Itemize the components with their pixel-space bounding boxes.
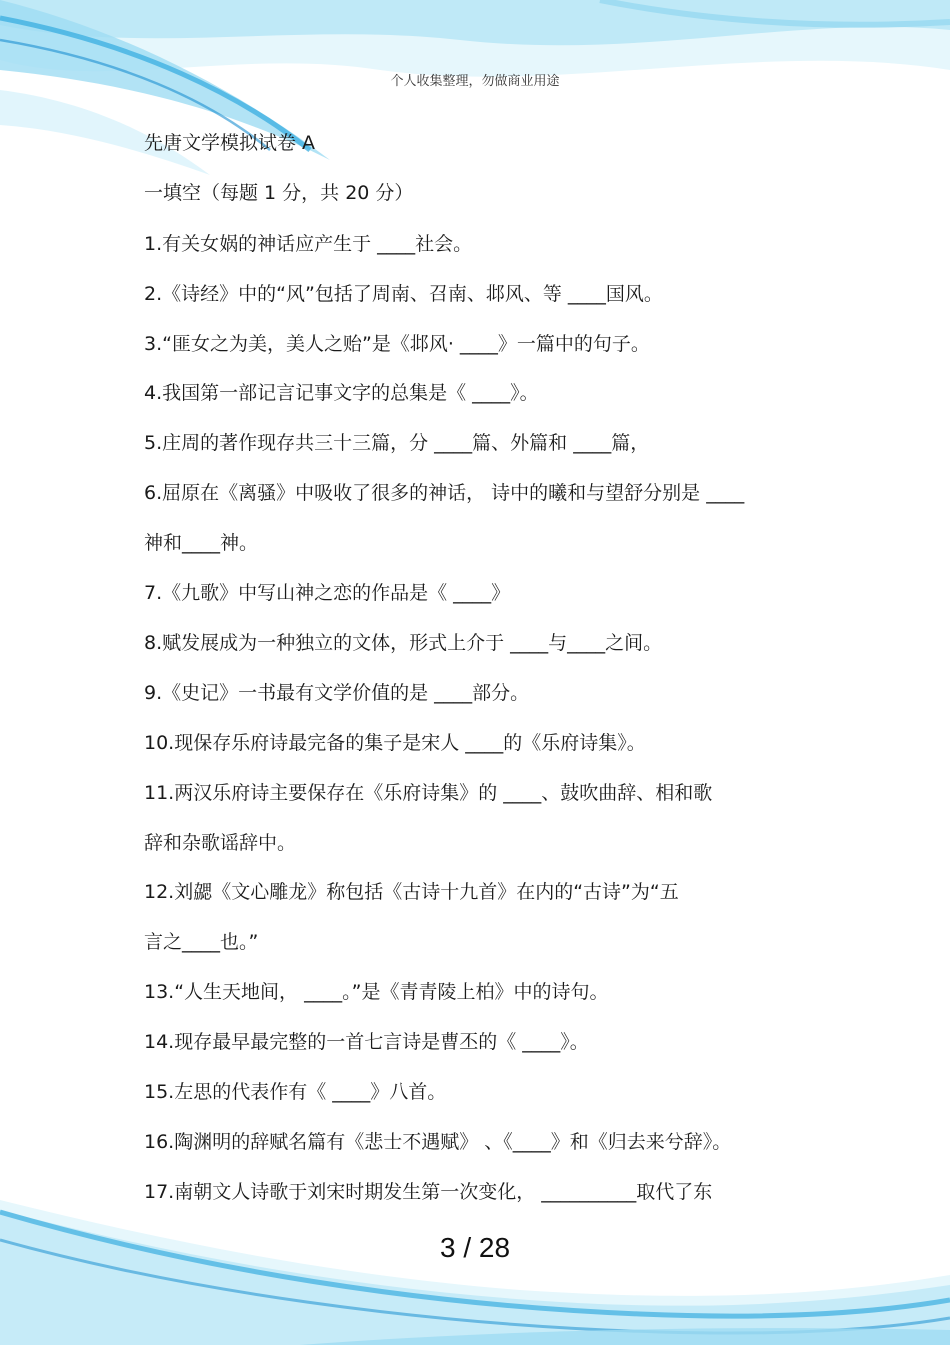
- question-line: 辞和杂歌谣辞中。: [144, 832, 297, 854]
- question-line: 15.左思的代表作有《 ____》八首。: [144, 1081, 447, 1103]
- question-line: 7.《九歌》中写山神之恋的作品是《 ____》: [144, 582, 511, 604]
- question-line: 6.屈原在《离骚》中吸收了很多的神话， 诗中的曦和与望舒分别是 ____: [144, 482, 745, 504]
- question-line: 1.有关女娲的神话应产生于 ____社会。: [144, 233, 473, 255]
- watermark-text: 个人收集整理，勿做商业用途: [390, 74, 560, 89]
- exam-title: 先唐文学模拟试卷 A: [144, 132, 316, 154]
- question-line: 13.“人生天地间， ____。”是《青青陵上柏》中的诗句。: [144, 981, 609, 1003]
- question-line: 5.庄周的著作现存共三十三篇，分 ____篇、外篇和 ____篇，: [144, 432, 650, 454]
- question-line: 9.《史记》一书最有文学价值的是 ____部分。: [144, 682, 530, 704]
- question-line: 11.两汉乐府诗主要保存在《乐府诗集》的 ____、鼓吹曲辞、相和歌: [144, 782, 713, 804]
- question-line: 12.刘勰《文心雕龙》称包括《古诗十九首》在内的“古诗”为“五: [144, 881, 679, 903]
- question-line: 4.我国第一部记言记事文字的总集是《 ____》。: [144, 382, 539, 404]
- question-line: 言之____也。”: [144, 931, 259, 953]
- question-line: 14.现存最早最完整的一首七言诗是曹丕的《 ____》。: [144, 1031, 589, 1053]
- section-heading: 一填空（每题 1 分，共 20 分）: [144, 182, 414, 204]
- question-line: 16.陶渊明的辞赋名篇有《悲士不遇赋》 、《____》和《归去来兮辞》。: [144, 1131, 732, 1153]
- question-line: 8.赋发展成为一种独立的文体，形式上介于 ____与____之间。: [144, 632, 663, 654]
- question-line: 2.《诗经》中的“风”包括了周南、召南、邶风、等 ____国风。: [144, 283, 663, 305]
- question-line: 10.现保存乐府诗最完备的集子是宋人 ____的《乐府诗集》。: [144, 732, 646, 754]
- question-line: 17.南朝文人诗歌于刘宋时期发生第一次变化， __________取代了东: [144, 1181, 713, 1203]
- question-line: 3.“匪女之为美，美人之贻”是《邶风· ____》一篇中的句子。: [144, 333, 650, 355]
- question-line: 神和____神。: [144, 532, 259, 554]
- page-number: 3 / 28: [439, 1232, 511, 1263]
